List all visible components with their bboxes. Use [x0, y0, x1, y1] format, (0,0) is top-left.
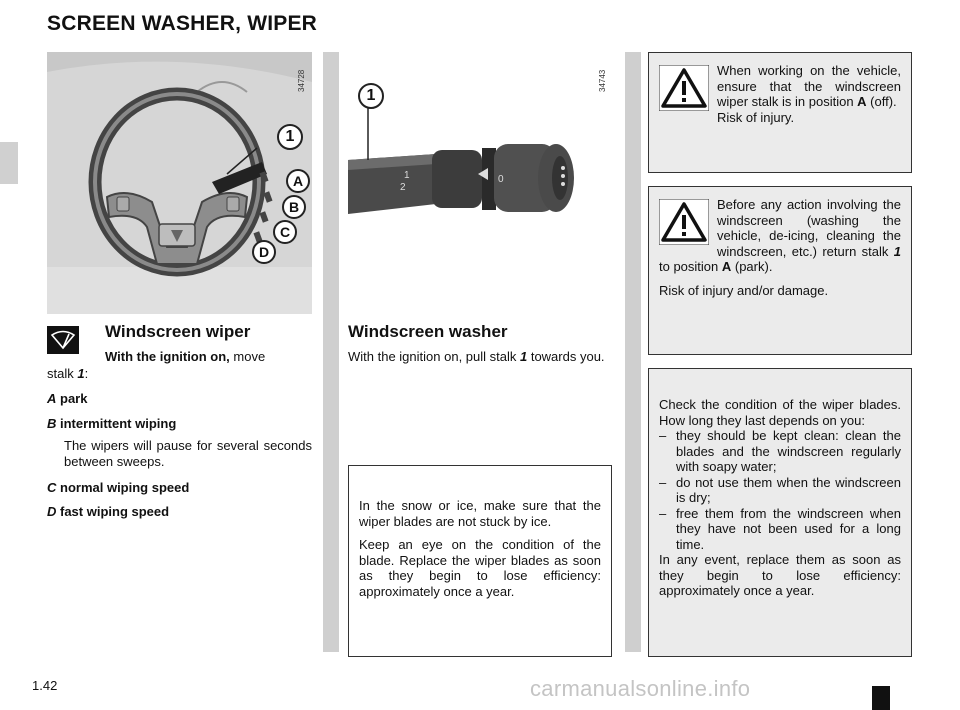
wiper-stalk-drawing — [348, 52, 614, 314]
wiper-intro-bold: With the ignition on, — [105, 349, 230, 364]
warning-1-risk: Risk of injury. — [717, 109, 795, 125]
position-d: D fast wiping speed — [47, 504, 170, 519]
warning-box-1 — [648, 52, 912, 173]
figure-ref-number: 34728 — [297, 69, 306, 92]
column-divider-left — [323, 52, 339, 652]
list-item: – they should be kept clean: clean the blades and the windscreen regularly with soapy water; — [659, 428, 901, 475]
svg-text:1: 1 — [404, 170, 410, 181]
wiper-heading: Windscreen wiper — [105, 322, 251, 341]
wiper-check-box — [648, 368, 912, 657]
wiper-icon — [47, 326, 79, 354]
corner-marker — [872, 686, 890, 710]
section-tab — [0, 142, 18, 184]
washer-text: With the ignition on, pull stalk 1 towards you. — [348, 349, 605, 364]
callout-c: C — [273, 220, 297, 244]
warning-box-2 — [648, 186, 912, 355]
page-number: 1.42 — [32, 678, 58, 693]
callout-b: B — [282, 195, 306, 219]
svg-text:0: 0 — [498, 174, 504, 185]
watermark: carmanualsonline.info — [530, 676, 751, 701]
warning-2-text: Before any action involving the windscreen (washing the vehicle, de-icing, cleaning the windscreen, etc.) return stalk 1 to position A (park). — [659, 197, 901, 274]
callout-1: 1 — [277, 124, 303, 150]
snow-info-box — [348, 465, 612, 657]
warning-2-risk: Risk of injury and/or damage. — [659, 282, 829, 298]
page-title: SCREEN WASHER, WIPER — [47, 12, 318, 35]
list-item: – do not use them when the windscreen is dry; — [659, 475, 901, 506]
position-a: A park — [47, 391, 88, 406]
snow-info-p1: In the snow or ice, make sure that the wiper blades are not stuck by ice. — [359, 498, 601, 529]
column-divider-right — [625, 52, 641, 652]
steering-wheel-illustration — [47, 52, 312, 314]
washer-heading: Windscreen washer — [348, 322, 508, 341]
check-list — [659, 428, 901, 552]
position-c: C normal wiping speed — [47, 480, 190, 495]
warning-triangle-icon — [659, 199, 709, 245]
position-b: B intermittent wiping — [47, 416, 177, 431]
warning-1-text: When working on the vehicle, ensure that the windscreen wiper stalk is in position A (off). — [717, 63, 901, 109]
wiper-stalk-illustration — [348, 52, 614, 314]
check-intro: Check the condition of the wiper blades. How long they last depends on you: — [659, 397, 901, 428]
callout-d: D — [252, 240, 276, 264]
check-outro: In any event, replace them as soon as they begin to lose efficiency: approximately once a year. — [659, 552, 901, 598]
figure-ref-number: 34743 — [598, 69, 607, 92]
snow-info-p2: Keep an eye on the condition of the blade. Replace the wiper blades as soon as they begin to lose efficiency: approximately once a year. — [359, 537, 601, 599]
position-b-note: The wipers will pause for several seconds between sweeps. — [64, 438, 312, 469]
steering-wheel-drawing — [47, 52, 312, 314]
list-item: – free them from the windscreen when they have not been used for a long time. — [659, 506, 901, 553]
callout-1: 1 — [358, 83, 384, 109]
svg-text:2: 2 — [400, 182, 406, 193]
warning-triangle-icon — [659, 65, 709, 111]
wiper-intro-rest: move — [229, 349, 266, 364]
wiper-intro — [105, 349, 312, 365]
callout-a: A — [286, 169, 310, 193]
wiper-intro-line2: stalk 1: — [47, 366, 89, 381]
